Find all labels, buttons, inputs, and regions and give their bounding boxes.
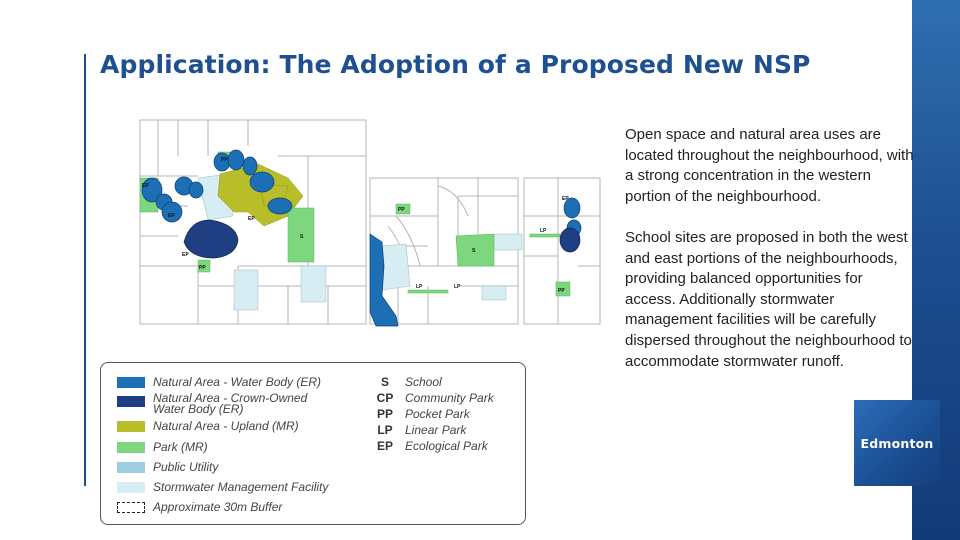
- abbr-code: CP: [376, 391, 394, 405]
- legend-label: Park (MR): [153, 440, 208, 454]
- legend-swatch: [117, 482, 145, 493]
- map-label-ep: EP: [562, 196, 569, 202]
- map-legend: [100, 362, 526, 525]
- slide-title: Application: The Adoption of a Proposed New NSP: [100, 50, 811, 79]
- abbr-label: Ecological Park: [405, 439, 488, 453]
- legend-abbr-community-park: [373, 391, 494, 405]
- legend-abbr-ecological-park: [373, 439, 488, 453]
- legend-label: Natural Area - Crown-Owned: [153, 391, 308, 405]
- map-label-lp: LP: [416, 284, 423, 290]
- legend-item-buffer: [117, 500, 282, 514]
- body-text: [625, 125, 915, 393]
- map-label-s: S: [300, 234, 304, 240]
- abbr-code: PP: [376, 407, 393, 421]
- title-accent-rule: [84, 54, 86, 486]
- land-use-map: [138, 116, 604, 330]
- legend-label: Public Utility: [153, 460, 219, 474]
- legend-item-upland: [117, 419, 299, 433]
- legend-item-stormwater: [117, 480, 328, 494]
- legend-swatch: [117, 396, 145, 407]
- legend-swatch: [117, 462, 145, 473]
- abbr-label: Community Park: [405, 391, 494, 405]
- body-paragraph: Open space and natural area uses are located throughout the neighbourhood, with a strong concentration in the western portion of the neighbourhood.: [625, 126, 914, 205]
- legend-swatch: [117, 377, 145, 388]
- abbr-code: LP: [377, 423, 393, 437]
- legend-item-water-body: [117, 375, 321, 389]
- map-label-s: S: [472, 248, 476, 254]
- legend-item-crown-water-body: [117, 393, 307, 415]
- abbr-label: Linear Park: [405, 423, 467, 437]
- map-label-pp: PP: [398, 207, 405, 213]
- body-paragraph: School sites are proposed in both the west and east portions of the neighbourhoods, providing balanced opportunities for access. Additionally stormwater management facilities will be carefully dispersed throughout the neighbourhood to accommodate stormwater runoff.: [625, 228, 912, 370]
- map-label-pp: PP: [558, 288, 565, 294]
- abbr-code: EP: [376, 439, 393, 453]
- legend-label: Natural Area - Upland (MR): [153, 419, 299, 433]
- legend-label: Natural Area - Water Body (ER): [153, 375, 322, 389]
- abbr-code: S: [380, 375, 389, 389]
- legend-swatch-dashed: [117, 502, 145, 513]
- edmonton-logo: [854, 400, 940, 486]
- abbr-label: Pocket Park: [405, 407, 470, 421]
- map-label-pp: PP: [221, 157, 228, 163]
- map-label-ep: EP: [182, 252, 189, 258]
- map-label-lp: LP: [540, 228, 547, 234]
- abbr-label: School: [405, 375, 442, 389]
- legend-label: Water Body (ER): [153, 402, 244, 416]
- map-label-ep: EP: [248, 216, 255, 222]
- map-label-ep: EP: [142, 183, 149, 189]
- legend-label: Stormwater Management Facility: [153, 480, 329, 494]
- legend-item-public-utility: [117, 460, 218, 474]
- legend-item-park: [117, 440, 208, 454]
- legend-swatch: [117, 442, 145, 453]
- map-label-ep: EP: [168, 213, 175, 219]
- logo-wordmark: Edmonton: [860, 435, 934, 451]
- map-label-lp: LP: [454, 284, 461, 290]
- legend-label: Approximate 30m Buffer: [153, 500, 283, 514]
- legend-abbr-school: [373, 375, 442, 389]
- legend-swatch: [117, 421, 145, 432]
- map-label-pp: PP: [199, 265, 206, 271]
- legend-abbr-pocket-park: [373, 407, 470, 421]
- legend-abbr-linear-park: [373, 423, 466, 437]
